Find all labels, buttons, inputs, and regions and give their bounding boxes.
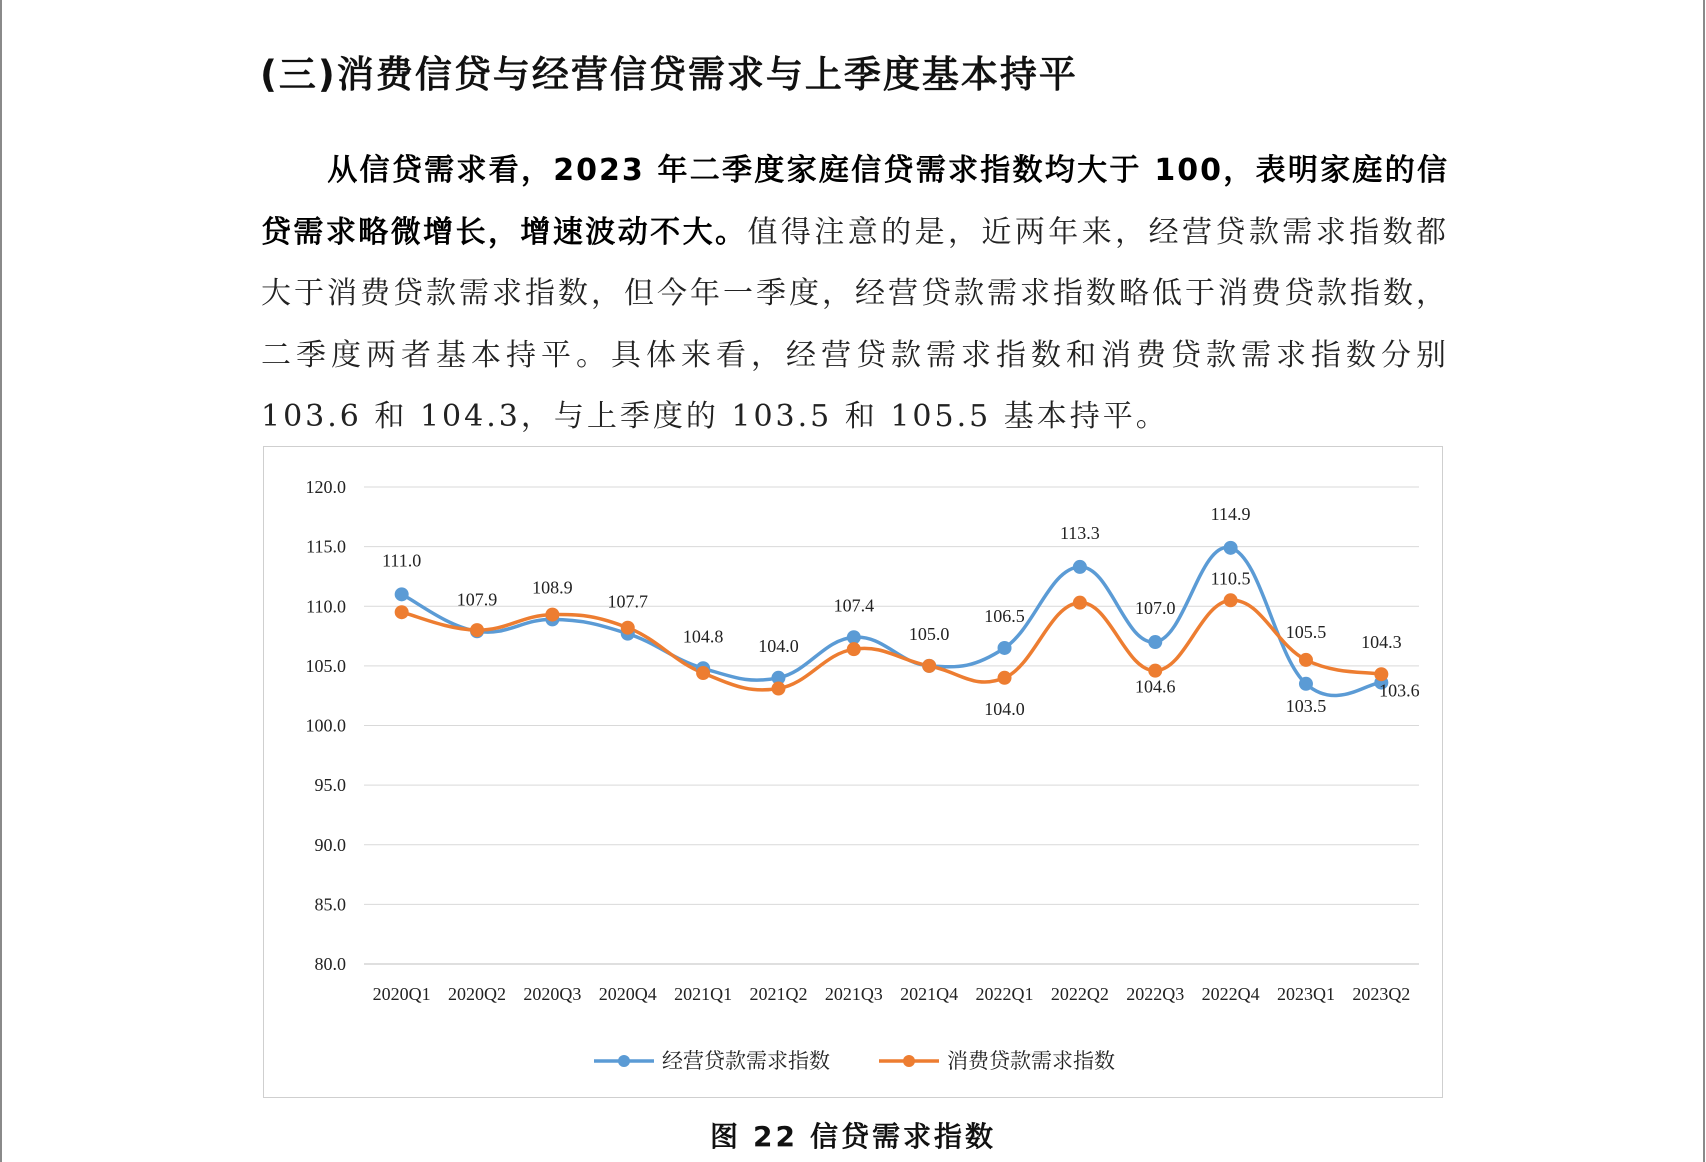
- data-point-series-2: [847, 642, 861, 656]
- chart-svg: [264, 447, 1442, 1097]
- x-tick-label: 2021Q1: [674, 984, 733, 1004]
- y-tick-label: 90.0: [314, 834, 346, 855]
- data-point-series-2: [545, 608, 559, 622]
- data-label-series-1: 103.6: [1379, 680, 1420, 701]
- y-tick-label: 115.0: [306, 536, 346, 557]
- data-point-series-2: [922, 659, 936, 673]
- legend-label-1: 经营贷款需求指数: [662, 1049, 830, 1073]
- page-border-right: [1703, 0, 1705, 1162]
- x-tick-label: 2021Q2: [749, 984, 808, 1004]
- data-label-series-2: 104.6: [1135, 676, 1176, 697]
- data-label-series-1: 104.0: [758, 635, 799, 656]
- x-tick-label: 2023Q2: [1352, 984, 1411, 1004]
- x-tick-label: 2022Q4: [1201, 984, 1260, 1004]
- x-tick-label: 2022Q1: [975, 984, 1034, 1004]
- data-point-series-2: [1073, 596, 1087, 610]
- legend-label-2: 消费贷款需求指数: [947, 1049, 1115, 1073]
- y-tick-label: 95.0: [314, 775, 346, 796]
- data-label-series-1: 103.5: [1285, 695, 1327, 716]
- section-heading: (三)消费信贷与经营信贷需求与上季度基本持平: [260, 53, 1078, 96]
- paragraph-body-text: 值得注意的是，近两年来，经营贷款需求指数都大于消费贷款需求指数，但今年一季度，经营贷款需求指数略低于消费贷款指数，二季度两者基本持平。具体来看，经营贷款需求指数和消费贷款需求指数分别 103.6 和 104.3，与上季度的 103.5 和 105.5 基本持平。: [261, 214, 1450, 434]
- data-label-series-1: 107.9: [456, 589, 498, 610]
- y-tick-label: 120.0: [305, 477, 346, 497]
- x-tick-label: 2020Q4: [598, 984, 657, 1004]
- data-point-series-2: [1148, 664, 1162, 678]
- data-point-series-2: [1224, 593, 1238, 607]
- data-point-series-2: [696, 666, 710, 680]
- x-tick-label: 2020Q3: [523, 984, 582, 1004]
- data-label-series-2: 104.0: [984, 698, 1025, 719]
- data-point-series-1: [395, 587, 409, 601]
- data-label-series-1: 107.0: [1135, 598, 1176, 619]
- page-border-left: [0, 0, 2, 1162]
- data-label-series-1: 107.7: [607, 591, 648, 612]
- data-label-series-1: 106.5: [984, 605, 1025, 626]
- x-tick-label: 2021Q4: [900, 984, 959, 1004]
- y-tick-label: 105.0: [305, 655, 346, 676]
- x-tick-label: 2023Q1: [1276, 984, 1335, 1004]
- data-label-series-1: 105.0: [908, 623, 950, 644]
- data-point-series-1: [847, 630, 861, 644]
- data-point-series-2: [1374, 667, 1388, 681]
- x-tick-label: 2021Q3: [824, 984, 883, 1004]
- data-label-series-1: 113.3: [1059, 522, 1100, 543]
- data-point-series-1: [1148, 635, 1162, 649]
- data-label-series-1: 114.9: [1210, 503, 1251, 524]
- data-point-series-2: [771, 682, 785, 696]
- data-label-series-1: 107.4: [833, 595, 875, 616]
- data-label-series-1: 104.8: [682, 626, 724, 647]
- data-point-series-2: [470, 623, 484, 637]
- data-point-series-2: [998, 671, 1012, 685]
- data-point-series-1: [1073, 560, 1087, 574]
- data-point-series-1: [998, 641, 1012, 655]
- figure-caption: [0, 1115, 1706, 1155]
- x-tick-label: 2020Q1: [372, 984, 431, 1004]
- x-tick-label: 2022Q3: [1126, 984, 1185, 1004]
- data-label-series-2: 110.5: [1210, 568, 1251, 589]
- data-point-series-1: [1224, 541, 1238, 555]
- data-point-series-2: [395, 605, 409, 619]
- x-tick-label: 2020Q2: [448, 984, 507, 1004]
- caption-title: 信贷需求指数: [809, 1120, 996, 1153]
- credit-demand-chart: [263, 446, 1443, 1098]
- legend-marker-1: [618, 1055, 630, 1067]
- data-label-series-1: 111.0: [382, 550, 422, 571]
- data-label-series-2: 104.3: [1361, 632, 1402, 653]
- data-point-series-2: [621, 621, 635, 635]
- paragraph-lead-bold: 从信贷需求看，2023 年二季度家庭信贷需求指数均大于 100，表明家庭的信贷需求略微增长，增速波动不大。: [261, 153, 1449, 250]
- data-point-series-2: [1299, 653, 1313, 667]
- legend-marker-2: [903, 1055, 915, 1067]
- caption-prefix: 图: [710, 1120, 742, 1153]
- y-tick-label: 80.0: [314, 954, 346, 974]
- data-point-series-1: [1299, 677, 1313, 691]
- x-tick-label: 2022Q2: [1050, 984, 1109, 1004]
- data-label-series-2: 105.5: [1285, 621, 1327, 642]
- y-tick-label: 100.0: [305, 715, 346, 736]
- y-tick-label: 85.0: [314, 894, 346, 915]
- y-tick-label: 110.0: [306, 596, 346, 617]
- body-paragraph: [261, 140, 1449, 448]
- caption-number: 22: [753, 1120, 798, 1153]
- data-label-series-1: 108.9: [532, 577, 573, 598]
